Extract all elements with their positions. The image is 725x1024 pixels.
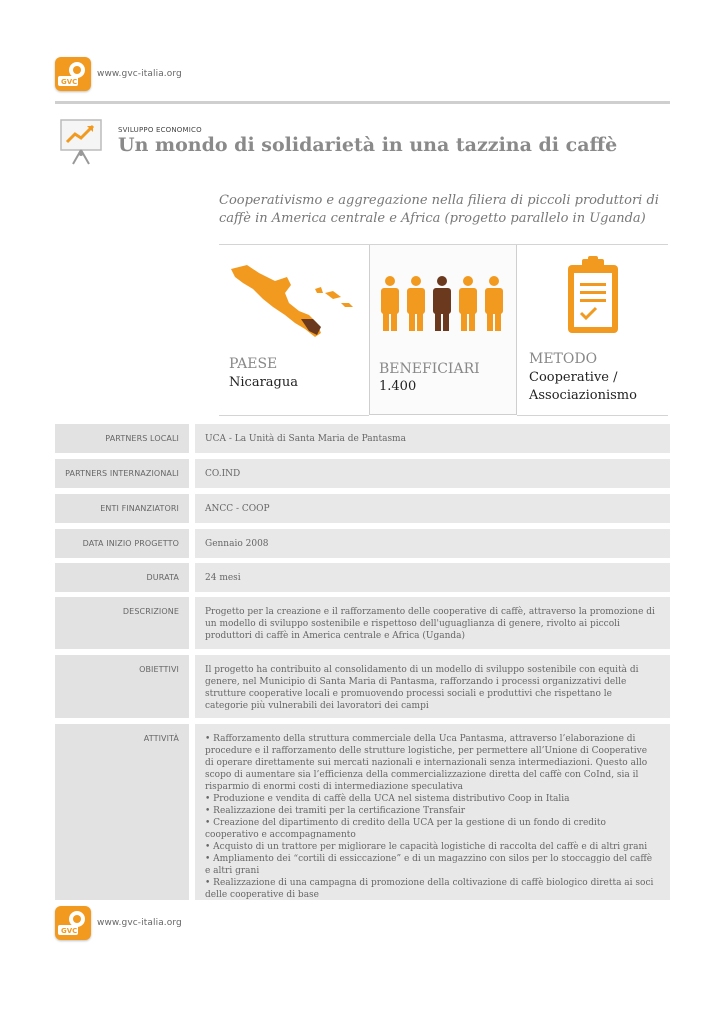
table-row (55, 529, 670, 558)
gvc-logo-icon (55, 57, 91, 91)
list-item: • Rafforzamento della struttura commerciale della Uca Pantasma, attraverso l’elaborazione di procedure e il rafforzamento delle strutture logistiche, per permettere all’Unione di Cooperative di operare direttamente sui mercati nazionali e internazionali senza intermediazioni. Questo allo scopo di aumentare sia l’efficienza della commercializzazione diretta del caffè con CoInd, sia il risparmio di enormi costi di intermediazione speculativa (205, 734, 648, 792)
paese-box (219, 245, 368, 415)
infobox-divider-right (517, 415, 668, 416)
list-item: • Produzione e vendita di caffè della UCA nel sistema distributivo Coop in Italia (205, 794, 570, 804)
row-value: UCA - La Unità di Santa Maria de Pantasma (195, 424, 670, 453)
row-label: OBIETTIVI (55, 655, 189, 718)
gvc-logo-badge (55, 57, 91, 91)
paese-label: PAESE (229, 356, 278, 372)
table-row (55, 597, 670, 649)
list-item: • Realizzazione dei tramiti per la certificazione Transfair (205, 806, 466, 816)
table-row (55, 724, 670, 900)
row-label: PARTNERS LOCALI (55, 424, 189, 453)
table-row (55, 655, 670, 718)
list-item: • Acquisto di un trattore per migliorare le capacità logistiche di raccolta del caffè e di altri grani (205, 842, 648, 852)
beneficiari-label: BENEFICIARI (379, 361, 480, 377)
chart-presentation-icon (59, 118, 105, 168)
page-title: Un mondo di solidarietà in una tazzina di caffè (118, 134, 618, 156)
row-label: ATTIVITÀ (55, 724, 189, 900)
footer-logo[interactable] (55, 906, 182, 940)
row-value: CO.IND (195, 459, 670, 488)
row-value: Progetto per la creazione e il rafforzamento delle cooperative di caffè, attraverso la promozione di un modello di sviluppo sostenibile e rispettoso dell'uguaglianza di genere, rivolto ai piccoli produttori di caffè in America centrale e Africa (Uganda) (195, 597, 670, 649)
beneficiari-box (369, 245, 517, 415)
table-row (55, 494, 670, 523)
list-item: • Ampliamento dei “cortili di essiccazione” e di un magazzino con silos per lo stoccaggio del caffè e altri grani (205, 854, 653, 876)
row-value: Gennaio 2008 (195, 529, 670, 558)
list-item: • Creazione del dipartimento di credito della UCA per la gestione di un fondo di credito cooperativo e accompagnamento (205, 818, 606, 840)
row-label: PARTNERS INTERNAZIONALI (55, 459, 189, 488)
row-value: ANCC - COOP (195, 494, 670, 523)
map-icon (229, 263, 355, 343)
beneficiari-value: 1.400 (379, 379, 417, 394)
project-subtitle: Cooperativismo e aggregazione nella filiera di piccoli produttori di caffè in America centrale e Africa (progetto parallelo in Uganda) (219, 193, 659, 226)
logo-text: GVC (61, 927, 78, 935)
paese-value: Nicaragua (229, 375, 298, 390)
category-label: SVILUPPO ECONOMICO (118, 126, 202, 134)
metodo-label: METODO (529, 351, 598, 367)
activities-list (195, 724, 670, 900)
table-row (55, 459, 670, 488)
row-value: Il progetto ha contribuito al consolidamento di un modello di sviluppo sostenibile con equità di genere, nel Municipio di Santa Maria di Pantasma, rafforzando i processi organizzativi delle strutture cooperative locali e promuovendo processi sociali e produttivi che rispettano le categorie più vulnerabili dei lavoratori dei campi (195, 655, 670, 718)
top-logo[interactable] (55, 57, 182, 91)
gvc-logo-icon (55, 906, 91, 940)
people-icon (378, 275, 508, 333)
metodo-value-line1: Cooperative / (529, 370, 618, 385)
row-label: DURATA (55, 563, 189, 592)
metodo-value-line2: Associazionismo (529, 388, 637, 403)
infobox-divider-left (219, 415, 369, 416)
footer-site-url[interactable]: www.gvc-italia.org (97, 918, 182, 928)
clipboard-icon (566, 255, 620, 335)
row-label: DATA INIZIO PROGETTO (55, 529, 189, 558)
gvc-logo-badge (55, 906, 91, 940)
site-url[interactable]: www.gvc-italia.org (97, 69, 182, 79)
metodo-box (518, 245, 668, 415)
list-item: • Realizzazione di una campagna di promozione della coltivazione di caffè biologico diretta ai soci delle cooperative di base (205, 878, 654, 900)
table-row (55, 563, 670, 592)
logo-text: GVC (61, 78, 78, 86)
row-label: ENTI FINANZIATORI (55, 494, 189, 523)
row-label: DESCRIZIONE (55, 597, 189, 649)
table-row (55, 424, 670, 453)
row-value: 24 mesi (195, 563, 670, 592)
header-divider (55, 101, 670, 104)
